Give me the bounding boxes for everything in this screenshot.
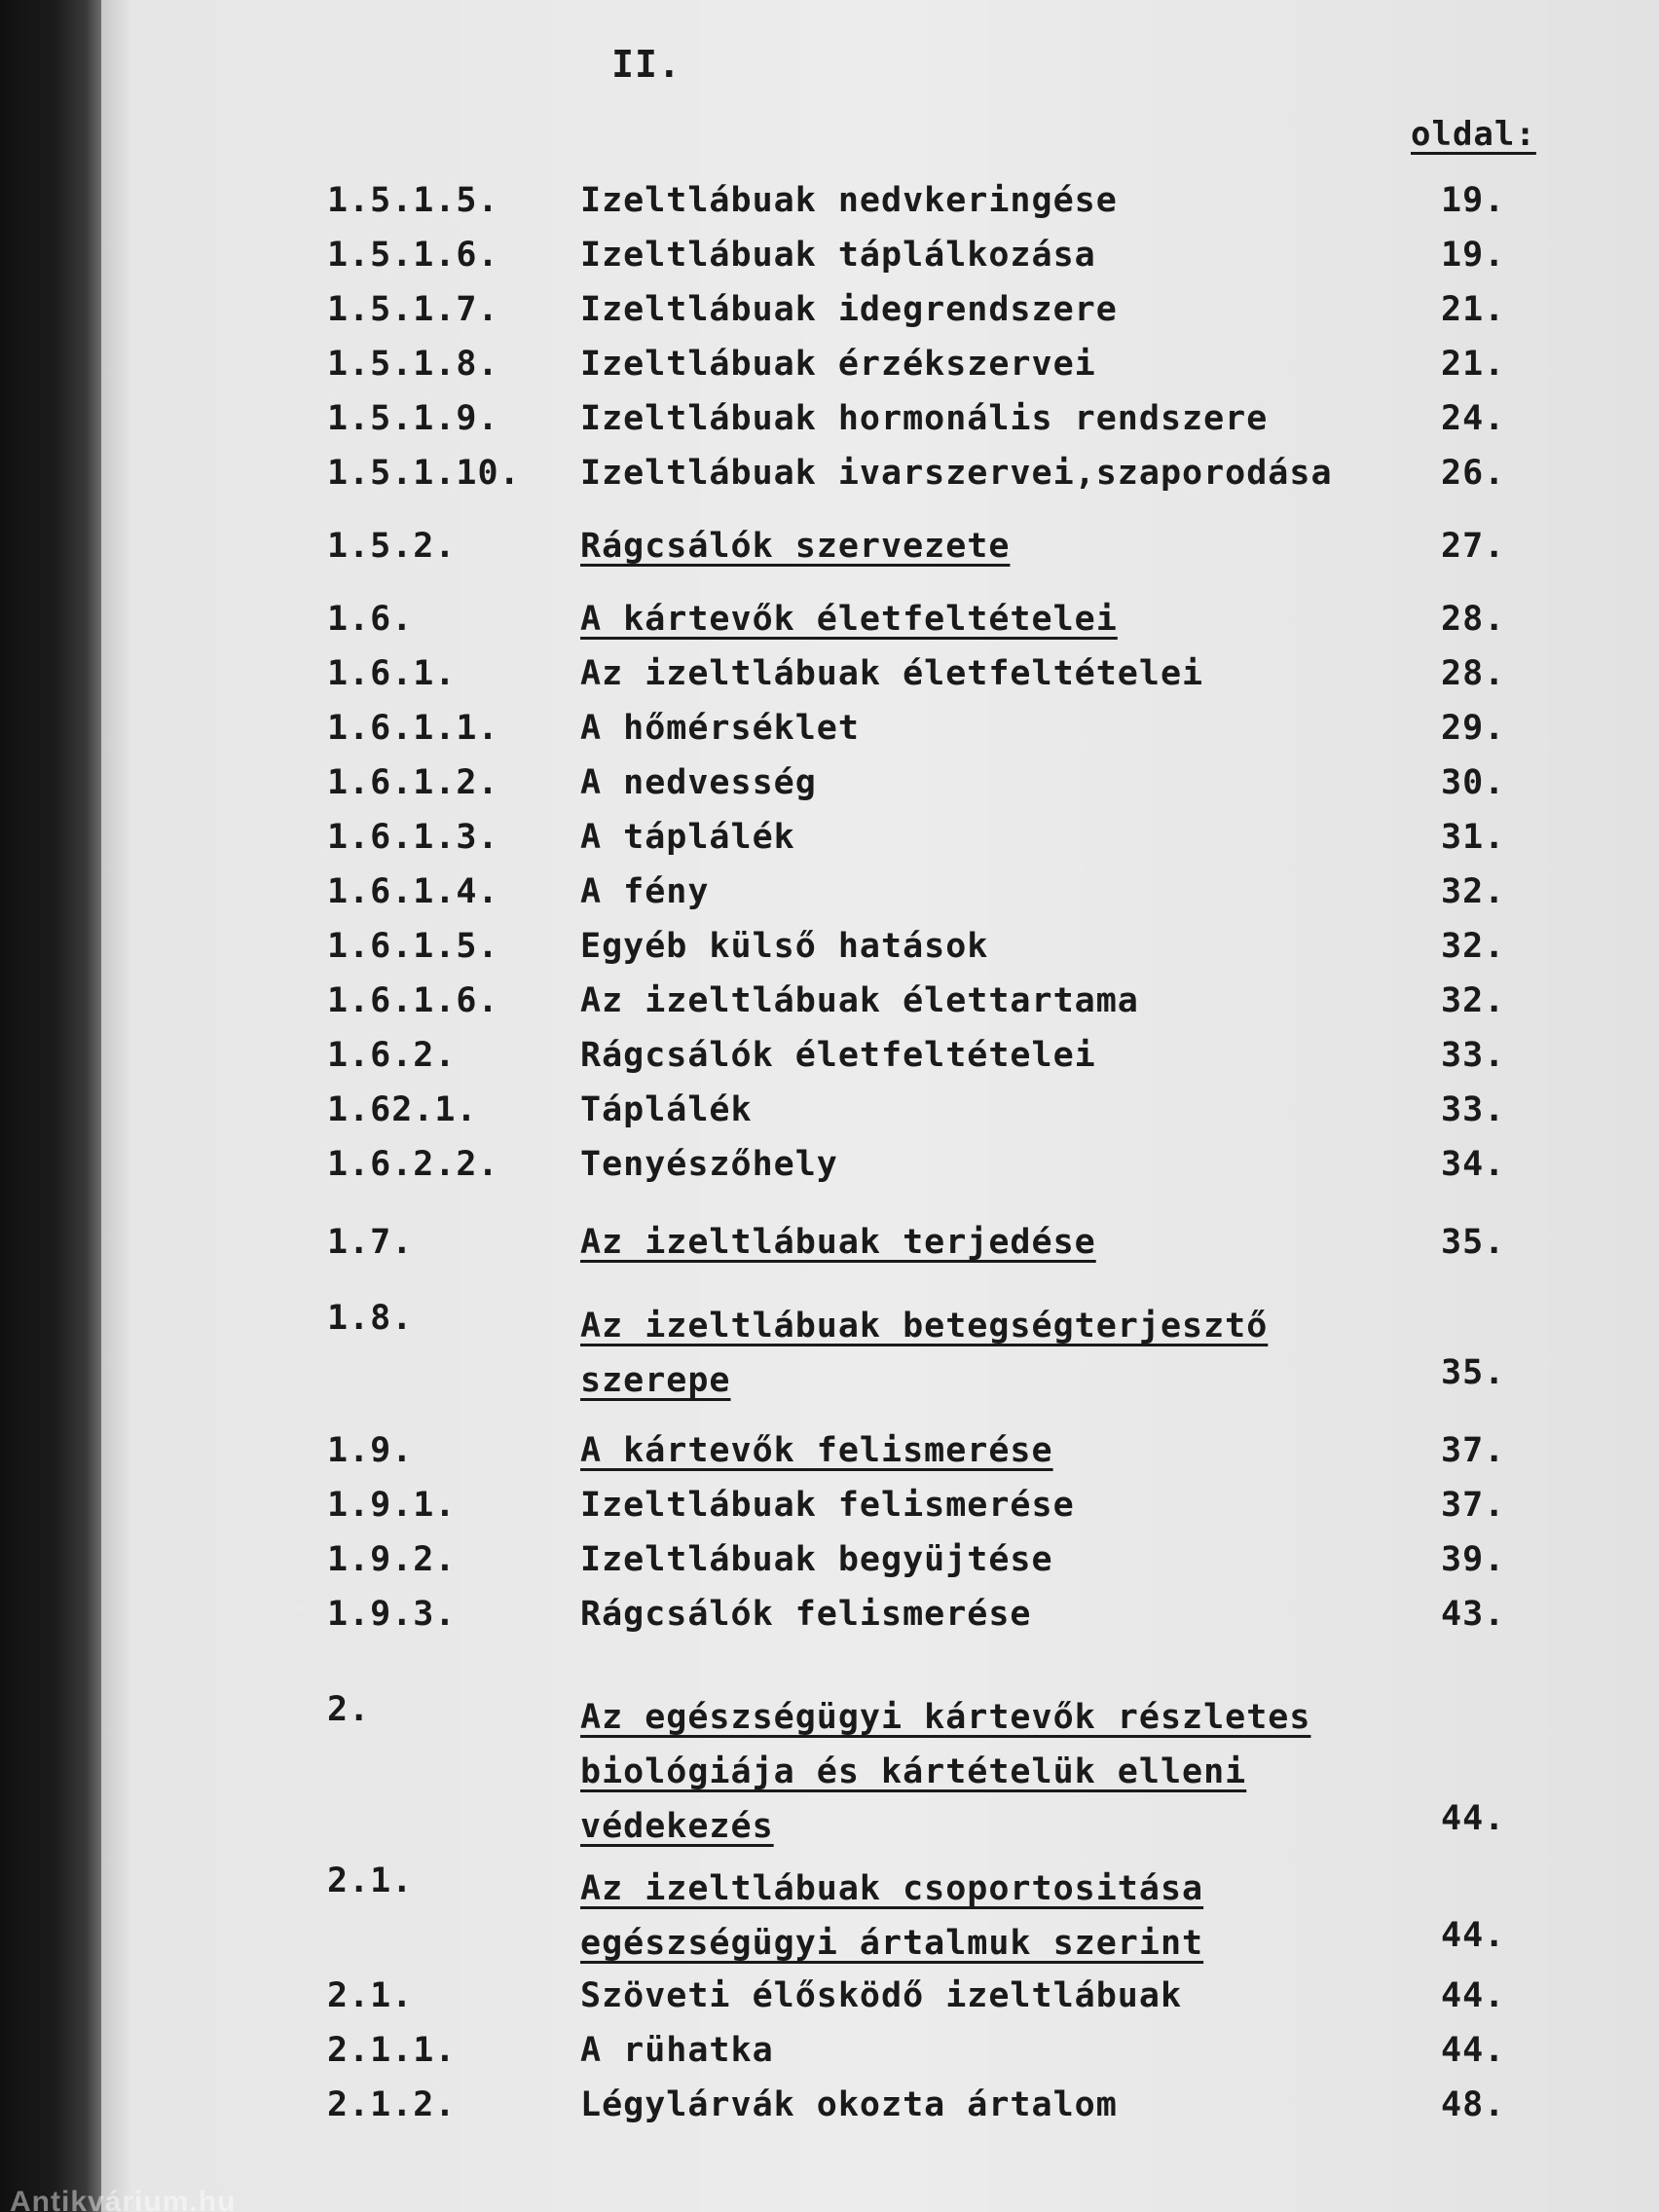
entry-page: 31.	[1441, 818, 1506, 857]
entry-number: 1.9.2.	[327, 1540, 457, 1579]
entry-page: 29.	[1441, 709, 1506, 748]
entry-page: 24.	[1441, 399, 1506, 438]
entry-number: 2.1.	[327, 1976, 414, 2015]
entry-page: 35.	[1441, 1353, 1506, 1392]
entry-number: 1.8.	[327, 1299, 414, 1338]
entry-number: 1.6.1.1.	[327, 709, 499, 748]
entry-number: 1.5.1.6.	[327, 236, 499, 275]
entry-title: Izeltlábuak táplálkozása	[580, 236, 1096, 275]
entry-title: Izeltlábuak idegrendszere	[580, 290, 1118, 329]
entry-title: Szöveti élősködő izeltlábuak	[580, 1976, 1183, 2015]
watermark: Antikvárium.hu	[10, 2186, 237, 2212]
toc-entry	[101, 236, 1659, 284]
entry-page: 44.	[1441, 1976, 1506, 2015]
entry-title: A hőmérséklet	[580, 709, 860, 748]
entry-number: 1.5.1.8.	[327, 345, 499, 384]
entry-title: Az izeltlábuak csoportositása egészségügyi ártalmuk szerint	[580, 1869, 1204, 1963]
entry-title: Légylárvák okozta ártalom	[580, 2085, 1118, 2124]
toc-entry	[101, 1540, 1659, 1589]
toc-entry	[101, 654, 1659, 703]
entry-title: Az izeltlábuak életfeltételei	[580, 654, 1204, 693]
entry-number: 1.5.1.5.	[327, 181, 499, 220]
entry-number: 1.7.	[327, 1223, 414, 1262]
entry-title: Rágcsálók szervezete	[580, 527, 1011, 566]
entry-title: Rágcsálók életfeltételei	[580, 1036, 1096, 1075]
entry-page: 21.	[1441, 290, 1506, 329]
table-of-contents	[101, 0, 1659, 2212]
entry-page: 44.	[1441, 1799, 1506, 1838]
entry-page: 19.	[1441, 181, 1506, 220]
entry-title: A kártevők életfeltételei	[580, 600, 1118, 639]
entry-page: 21.	[1441, 345, 1506, 384]
toc-entry	[101, 763, 1659, 812]
entry-title: Az izeltlábuak élettartama	[580, 981, 1139, 1020]
entry-page: 26.	[1441, 454, 1506, 493]
entry-page: 33.	[1441, 1090, 1506, 1129]
toc-entry	[101, 709, 1659, 757]
toc-entry	[101, 454, 1659, 502]
toc-entry	[101, 1976, 1659, 2025]
toc-entry	[101, 1595, 1659, 1643]
toc-entry	[101, 290, 1659, 339]
entry-page: 30.	[1441, 763, 1506, 802]
entry-number: 1.6.1.3.	[327, 818, 499, 857]
entry-title: Izeltlábuak nedvkeringése	[580, 181, 1118, 220]
toc-entry	[101, 1145, 1659, 1194]
toc-entry	[101, 1036, 1659, 1085]
entry-number: 1.6.1.4.	[327, 872, 499, 911]
toc-entry	[101, 600, 1659, 648]
entry-number: 1.6.2.2.	[327, 1145, 499, 1184]
entry-page: 37.	[1441, 1486, 1506, 1525]
toc-entry	[101, 1486, 1659, 1534]
entry-title: Az egészségügyi kártevők részletes biológiája és kártételük elleni védekezés	[580, 1698, 1311, 1846]
entry-title: A rühatka	[580, 2031, 774, 2070]
entry-page: 19.	[1441, 236, 1506, 275]
entry-title: Tenyészőhely	[580, 1145, 838, 1184]
entry-page: 44.	[1441, 1916, 1506, 1955]
toc-entry	[101, 2085, 1659, 2134]
entry-number: 1.5.1.9.	[327, 399, 499, 438]
entry-number: 2.1.1.	[327, 2031, 457, 2070]
entry-title: Az izeltlábuak betegségterjesztő szerepe	[580, 1307, 1269, 1400]
entry-page: 34.	[1441, 1145, 1506, 1184]
entry-page: 37.	[1441, 1431, 1506, 1470]
entry-number: 1.6.2.	[327, 1036, 457, 1075]
entry-title: A nedvesség	[580, 763, 817, 802]
page-number: II.	[611, 43, 682, 86]
toc-entry	[101, 1299, 1659, 1406]
entry-number: 1.6.	[327, 600, 414, 639]
entry-number: 1.9.1.	[327, 1486, 457, 1525]
entry-number: 1.5.1.10.	[327, 454, 521, 493]
toc-entry	[101, 1223, 1659, 1272]
entry-page: 43.	[1441, 1595, 1506, 1634]
entry-page: 28.	[1441, 654, 1506, 693]
entry-number: 2.1.	[327, 1862, 414, 1900]
entry-number: 1.6.1.	[327, 654, 457, 693]
entry-title: Táplálék	[580, 1090, 753, 1129]
entry-page: 39.	[1441, 1540, 1506, 1579]
toc-entry	[101, 2031, 1659, 2080]
toc-entry	[101, 818, 1659, 866]
entry-title: A táplálék	[580, 818, 795, 857]
toc-entry	[101, 1690, 1659, 1856]
entry-title: Rágcsálók felismerése	[580, 1595, 1032, 1634]
toc-entry	[101, 981, 1659, 1030]
entry-page: 48.	[1441, 2085, 1506, 2124]
toc-entry	[101, 181, 1659, 230]
entry-title: Izeltlábuak érzékszervei	[580, 345, 1096, 384]
toc-entry	[101, 927, 1659, 976]
toc-entry	[101, 527, 1659, 575]
entry-title: Izeltlábuak begyüjtése	[580, 1540, 1053, 1579]
entry-number: 2.	[327, 1690, 371, 1729]
entry-title: Izeltlábuak ivarszervei,szaporodása	[580, 454, 1333, 493]
entry-page: 28.	[1441, 600, 1506, 639]
entry-title: Az izeltlábuak terjedése	[580, 1223, 1096, 1262]
toc-entry	[101, 399, 1659, 448]
entry-page: 27.	[1441, 527, 1506, 566]
toc-entry	[101, 1862, 1659, 1969]
toc-entry	[101, 1090, 1659, 1139]
entry-page: 32.	[1441, 927, 1506, 966]
entry-number: 1.6.1.2.	[327, 763, 499, 802]
entry-number: 1.9.	[327, 1431, 414, 1470]
entry-page: 32.	[1441, 872, 1506, 911]
entry-number: 1.9.3.	[327, 1595, 457, 1634]
entry-page: 33.	[1441, 1036, 1506, 1075]
entry-title: Izeltlábuak felismerése	[580, 1486, 1075, 1525]
entry-title: A kártevők felismerése	[580, 1431, 1053, 1470]
page-column-header: oldal:	[1411, 115, 1536, 154]
entry-title: Egyéb külső hatások	[580, 927, 989, 966]
entry-number: 1.5.1.7.	[327, 290, 499, 329]
entry-page: 44.	[1441, 2031, 1506, 2070]
entry-number: 1.6.1.6.	[327, 981, 499, 1020]
entry-page: 35.	[1441, 1223, 1506, 1262]
entry-title: A fény	[580, 872, 710, 911]
scanner-edge	[0, 0, 101, 2212]
entry-page: 32.	[1441, 981, 1506, 1020]
toc-entry	[101, 1431, 1659, 1480]
entry-title: Izeltlábuak hormonális rendszere	[580, 399, 1269, 438]
document-page	[101, 0, 1659, 2212]
toc-entry	[101, 345, 1659, 393]
entry-number: 1.6.1.5.	[327, 927, 499, 966]
entry-number: 1.62.1.	[327, 1090, 478, 1129]
toc-entry	[101, 872, 1659, 921]
entry-number: 2.1.2.	[327, 2085, 457, 2124]
entry-number: 1.5.2.	[327, 527, 457, 566]
